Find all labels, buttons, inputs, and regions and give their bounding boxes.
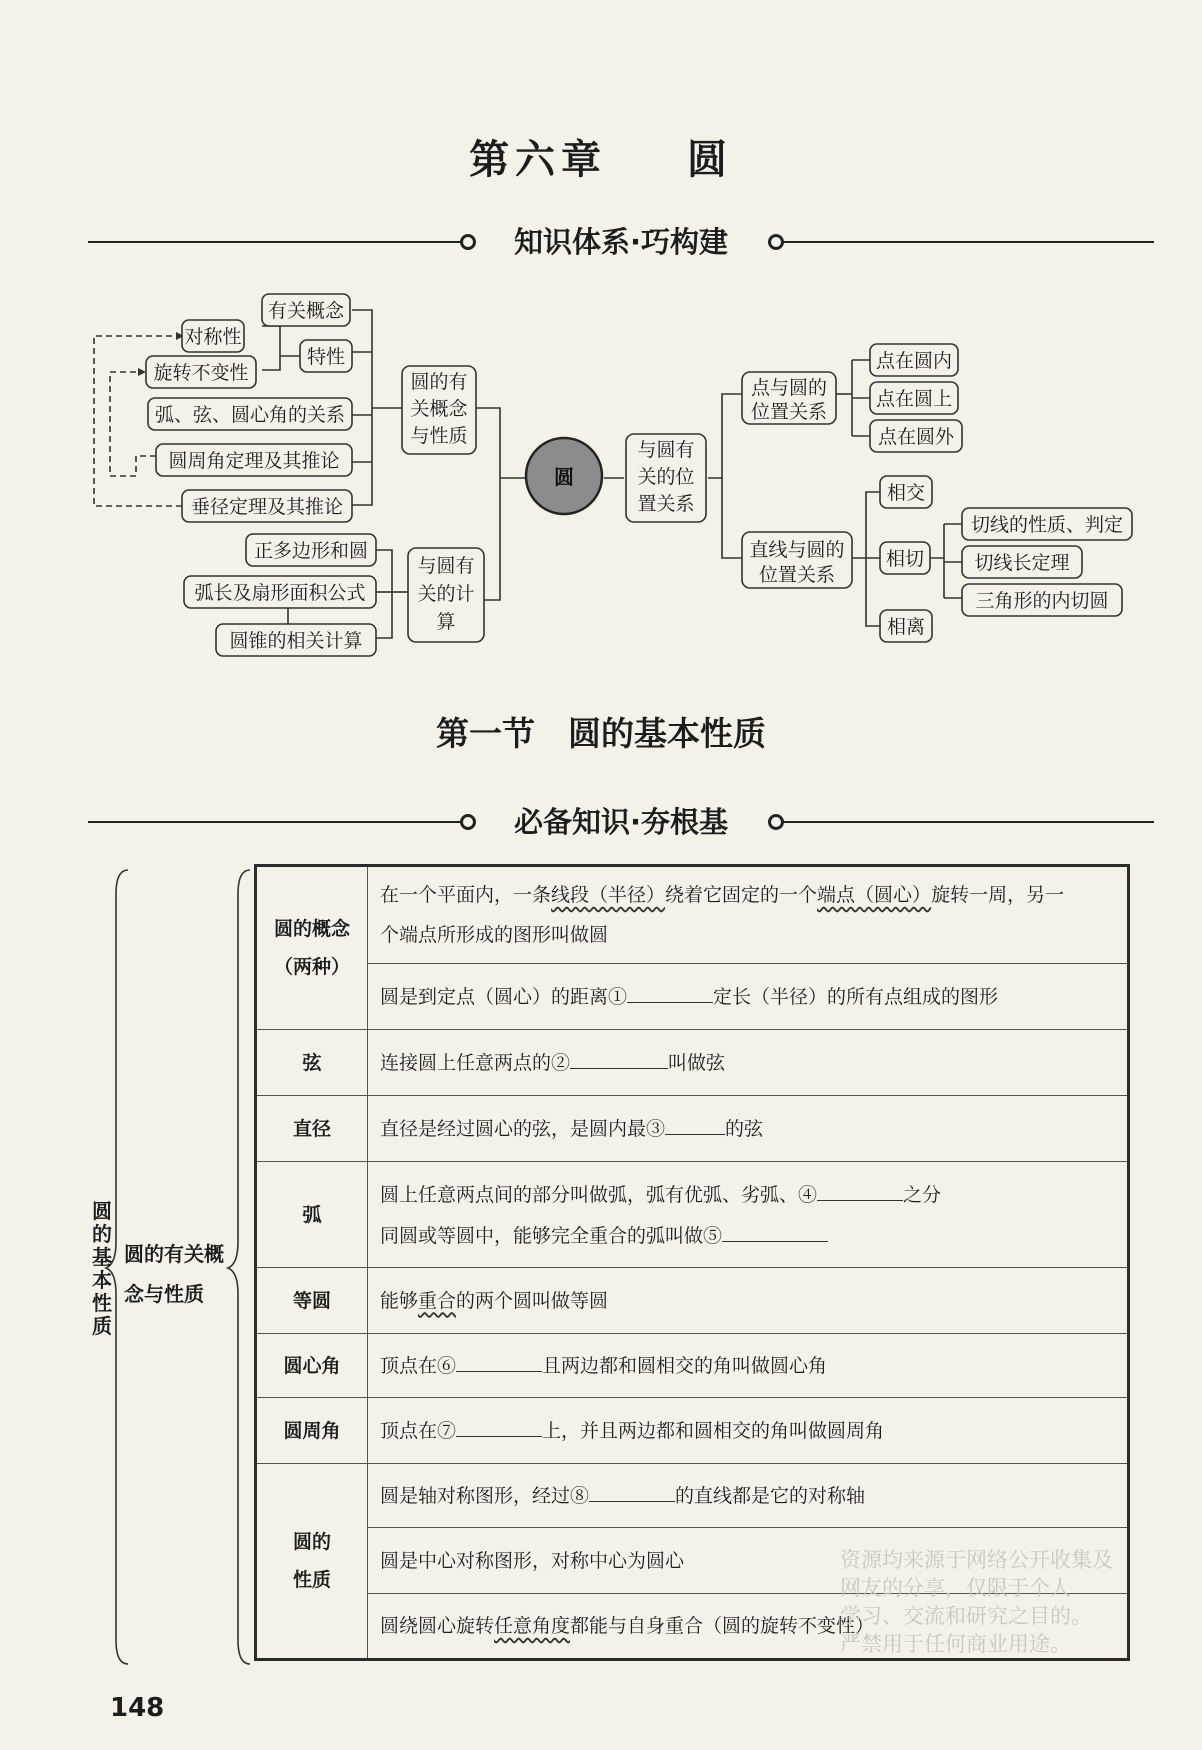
node-inscribed-angle-theorem: 圆周角定理及其推论 — [168, 450, 340, 472]
hub-position-line1: 与圆有 — [637, 439, 695, 461]
prop1-text-a: 圆是轴对称图形，经过⑧ — [380, 1485, 590, 1507]
banner-knowledge-system-text: 知识体系·巧构建 — [510, 225, 732, 259]
concept-definition-2 — [368, 964, 1129, 1030]
prop3-text-b: 都能与自身重合（圆的旋转不变性） — [570, 1615, 875, 1637]
watermark-line3: 学习、交流和研究之目的。 — [840, 1604, 1092, 1628]
concept1-text-a: 在一个平面内，一条 — [380, 884, 552, 906]
hub-calc-line3: 算 — [436, 611, 456, 633]
diam-text-a: 直径是经过圆心的弦，是圆内最③ — [380, 1118, 666, 1140]
node-tangent-length: 切线长定理 — [974, 552, 1070, 574]
arc-text-a: 圆上任意两点间的部分叫做弧，弧有优弧、劣弧、④ — [380, 1183, 818, 1206]
banner-knowledge-system — [88, 222, 1154, 262]
node-characteristics: 特性 — [306, 346, 346, 368]
concept-head-line1: 圆的概念 — [273, 918, 350, 940]
property-axial-symmetry — [368, 1464, 1129, 1528]
hub-calc-line1: 与圆有 — [417, 555, 475, 577]
row-head-concept — [256, 866, 368, 1030]
section-title: 第一节 圆的基本性质 — [436, 714, 766, 753]
blank-8[interactable] — [589, 1475, 675, 1502]
eq-text-a: 能够 — [380, 1289, 419, 1312]
node-separate: 相离 — [886, 616, 926, 638]
arc-text-c: 同圆或等圆中，能够完全重合的弧叫做⑤ — [380, 1224, 723, 1247]
node-point-circle-line2: 位置关系 — [750, 401, 828, 423]
concept-head-line2: （两种） — [273, 956, 350, 978]
prop3-text-a: 圆绕圆心旋转 — [380, 1615, 495, 1637]
node-perpendicular-diameter-theorem: 垂径定理及其推论 — [190, 496, 344, 518]
hub-concepts-line2: 关概念 — [410, 398, 468, 420]
node-regular-polygon: 正多边形和圆 — [253, 540, 369, 562]
watermark — [840, 1546, 1113, 1658]
row-head-chord: 弦 — [256, 1030, 368, 1096]
banner-essential-knowledge — [88, 802, 1154, 842]
page-number: 148 — [110, 1693, 165, 1723]
node-line-circle-line2: 位置关系 — [758, 564, 836, 586]
side-label-concepts-line1: 圆的有关概 — [124, 1242, 224, 1266]
node-line-circle-line1: 直线与圆的 — [749, 539, 845, 561]
concept-definition-1 — [368, 866, 1129, 964]
property-central-symmetry: 圆是中心对称图形，对称中心为圆心 — [368, 1528, 1129, 1594]
side-label-concepts — [124, 1234, 224, 1314]
node-point-on: 点在圆上 — [875, 388, 953, 410]
prop-head-line2: 性质 — [292, 1569, 331, 1591]
chapter-title — [0, 128, 1202, 185]
inscribed-angle-definition — [368, 1398, 1129, 1464]
blank-2[interactable] — [570, 1042, 668, 1069]
blank-7[interactable] — [456, 1410, 542, 1437]
mind-map-center: 圆 — [554, 465, 574, 489]
central-text-b: 且两边都和圆相交的角叫做圆心角 — [542, 1355, 828, 1377]
arc-definition — [368, 1162, 1129, 1268]
concept2-text-a: 圆是到定点（圆心）的距离① — [380, 986, 628, 1008]
node-tangent: 相切 — [885, 548, 925, 570]
chapter-name: 圆 — [686, 137, 733, 183]
row-head-equal-circles: 等圆 — [256, 1268, 368, 1334]
blank-4[interactable] — [817, 1174, 903, 1201]
side-label-basic-properties: 圆的基本性质 — [92, 1199, 112, 1338]
node-point-outside: 点在圆外 — [877, 426, 955, 448]
concept1-emph-segment: 线段（半径） — [551, 884, 666, 906]
watermark-line4: 严禁用于任何商业用途。 — [840, 1632, 1071, 1656]
concept1-text-d: 个端点所形成的图形叫做圆 — [380, 924, 609, 946]
node-rotation-invariance: 旋转不变性 — [153, 362, 249, 384]
concept2-text-b: 定长（半径）的所有点组成的图形 — [713, 986, 999, 1008]
eq-emph-coincide: 重合 — [418, 1289, 457, 1312]
diameter-definition — [368, 1096, 1129, 1162]
blank-1[interactable] — [627, 976, 713, 1003]
concept1-text-c: 旋转一周，另一 — [931, 884, 1065, 906]
inscribed-text-a: 顶点在⑦ — [380, 1420, 457, 1442]
hub-position-line2: 关的位 — [637, 466, 695, 488]
blank-6[interactable] — [456, 1345, 542, 1372]
row-head-diameter: 直径 — [256, 1096, 368, 1162]
node-cone: 圆锥的相关计算 — [229, 630, 363, 652]
prop3-emph-any-angle: 任意角度 — [494, 1615, 571, 1637]
node-related-concepts: 有关概念 — [267, 300, 345, 322]
node-point-inside: 点在圆内 — [875, 350, 953, 372]
central-text-a: 顶点在⑥ — [380, 1355, 457, 1377]
chord-text-b: 叫做弦 — [668, 1052, 726, 1074]
central-angle-definition — [368, 1334, 1129, 1398]
hub-concepts-line1: 圆的有 — [410, 371, 468, 393]
banner-essential-knowledge-text: 必备知识·夯根基 — [510, 805, 732, 839]
chord-definition — [368, 1030, 1129, 1096]
node-intersect: 相交 — [886, 482, 926, 504]
arc-text-b: 之分 — [903, 1183, 942, 1206]
concept1-emph-endpoint: 端点（圆心） — [817, 884, 932, 906]
hub-position-line3: 置关系 — [637, 493, 695, 515]
row-head-central-angle: 圆心角 — [256, 1334, 368, 1398]
hub-calc-line2: 关的计 — [417, 583, 475, 605]
chapter-number: 第六章 — [469, 137, 608, 183]
knowledge-table — [254, 864, 1130, 1661]
chord-text-a: 连接圆上任意两点的② — [380, 1052, 571, 1074]
node-point-circle-line1: 点与圆的 — [750, 377, 828, 399]
hub-concepts-line3: 与性质 — [410, 425, 468, 447]
node-arc-chord-angle: 弧、弦、圆心角的关系 — [154, 404, 346, 426]
concept1-text-b: 绕着它固定的一个 — [665, 884, 818, 906]
prop1-text-b: 的直线都是它的对称轴 — [675, 1485, 866, 1507]
equal-circles-definition — [368, 1268, 1129, 1334]
row-head-properties — [256, 1464, 368, 1660]
watermark-line2: 网友的分享，仅限于个人 — [840, 1576, 1071, 1600]
side-label-concepts-line2: 念与性质 — [124, 1282, 204, 1306]
eq-text-b: 的两个圆叫做等圆 — [456, 1289, 609, 1312]
node-symmetry: 对称性 — [184, 326, 242, 348]
watermark-line1: 资源均来源于网络公开收集及 — [840, 1548, 1113, 1572]
diam-text-b: 的弦 — [725, 1118, 764, 1140]
row-head-inscribed-angle: 圆周角 — [256, 1398, 368, 1464]
row-head-arc: 弧 — [256, 1162, 368, 1268]
blank-5[interactable] — [722, 1215, 828, 1242]
mind-map — [0, 280, 1202, 680]
inscribed-text-b: 上，并且两边都和圆相交的角叫做圆周角 — [542, 1420, 885, 1442]
node-arc-length-sector: 弧长及扇形面积公式 — [194, 582, 366, 604]
prop-head-line1: 圆的 — [292, 1531, 331, 1553]
node-incircle: 三角形的内切圆 — [975, 590, 1109, 612]
node-tangent-property: 切线的性质、判定 — [970, 514, 1124, 536]
blank-3[interactable] — [665, 1108, 725, 1135]
